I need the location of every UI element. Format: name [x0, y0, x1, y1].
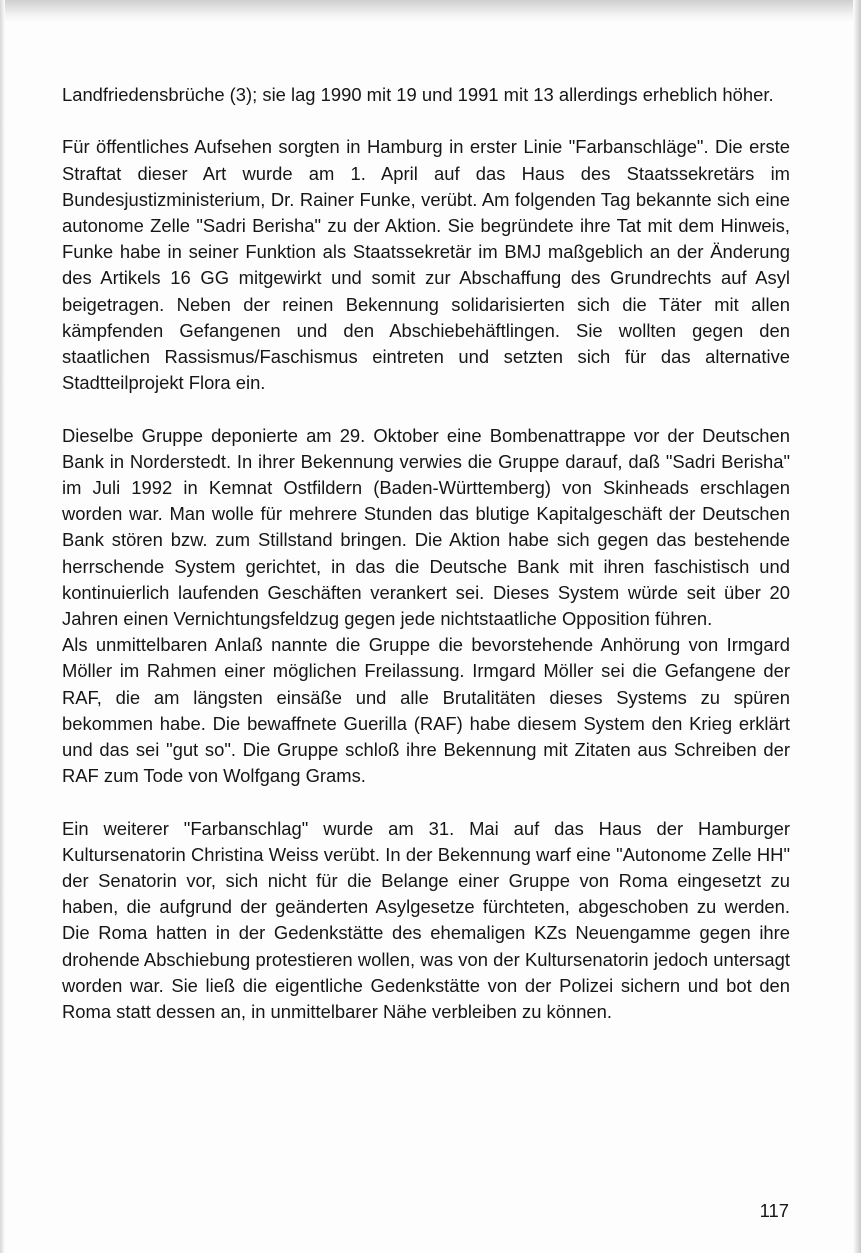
paragraph-4: Als unmittelbaren Anlaß nannte die Gruppe die bevorstehende Anhörung von Irmgard Möller im Rahmen einer möglichen Freilassung. Irmgard Möller sei die Gefangene der RAF, die am längsten einsäße und alle Brutalitäten dieses Systems zu spüren bekommen habe. Die bewaffnete Guerilla (RAF) habe diesem System den Krieg erklärt und das sei "gut so". Die Gruppe schloß ihre Bekennung mit Zitaten aus Schreiben der RAF zum Tode von Wolfgang Grams.	[62, 634, 790, 787]
paragraph-2: Für öffentliches Aufsehen sorgten in Hamburg in erster Linie "Farbanschläge". Die erste Straftat dieser Art wurde am 1. April auf das Haus des Staatssekretärs im Bundesjustizministerium, Dr. Rainer Funke, verübt. Am folgenden Tag bekannte sich eine autonome Zelle "Sadri Berisha" zu der Aktion. Sie begründete ihre Tat mit dem Hinweis, Funke habe in seiner Funktion als Staatssekretär im BMJ maßgeblich an der Änderung des Artikels 16 GG mitgewirkt und somit zur Abschaffung des Grundrechts auf Asyl beigetragen. Neben der reinen Bekennung solidarisierten sich die Täter mit allen kämpfenden Gefangenen und den Abschiebehäftlingen. Sie wollten gegen den staatlichen Rassismus/Faschismus eintreten und setzten sich für das alternative Stadtteilprojekt Flora ein.	[62, 136, 790, 394]
page-number: 117	[759, 1200, 789, 1221]
body-text	[62, 82, 790, 1051]
scan-shadow-right	[853, 0, 861, 1253]
scan-shadow-top	[0, 0, 861, 22]
paragraph-5: Ein weiterer "Farbanschlag" wurde am 31. Mai auf das Haus der Hamburger Kultursenatorin Christina Weiss verübt. In der Bekennung warf eine "Autonome Zelle HH" der Senatorin vor, sich nicht für die Belange einer Gruppe von Roma eingesetzt zu haben, die aufgrund der geänderten Asylgesetze fürchteten, abgeschoben zu werden. Die Roma hatten in der Gedenkstätte des ehemaligen KZs Neuengamme gegen ihre drohende Abschiebung protestieren wollen, was von der Kultursenatorin jedoch untersagt worden war. Sie ließ die eigentliche Gedenkstätte von der Polizei sichern und bot den Roma statt dessen an, in unmittelbarer Nähe verbleiben zu können.	[62, 817, 790, 1023]
paragraph-1: Landfriedensbrüche (3); sie lag 1990 mit 19 und 1991 mit 13 allerdings erheblich höher.	[62, 84, 774, 105]
paragraph-3: Dieselbe Gruppe deponierte am 29. Oktober eine Bombenattrappe vor der Deutschen Bank in Norderstedt. In ihrer Bekennung verwies die Gruppe darauf, daß "Sadri Berisha" im Juli 1992 in Kemnat Ostfildern (Baden-Württemberg) von Skinheads erschlagen worden war. Man wolle für mehrere Stunden das blutige Kapitalgeschäft der Deutschen Bank stören bzw. zum Stillstand bringen. Die Aktion habe sich gegen das bestehende herrschende System gerichtet, in das die Deutsche Bank mit ihren faschistisch und kontinuierlich laufenden Geschäften verankert sei. Dieses System würde seit über 20 Jahren einen Vernichtungsfeldzug gegen jede nichtstaatliche Opposition führen.	[62, 424, 790, 630]
scan-shadow-left	[0, 0, 5, 1253]
